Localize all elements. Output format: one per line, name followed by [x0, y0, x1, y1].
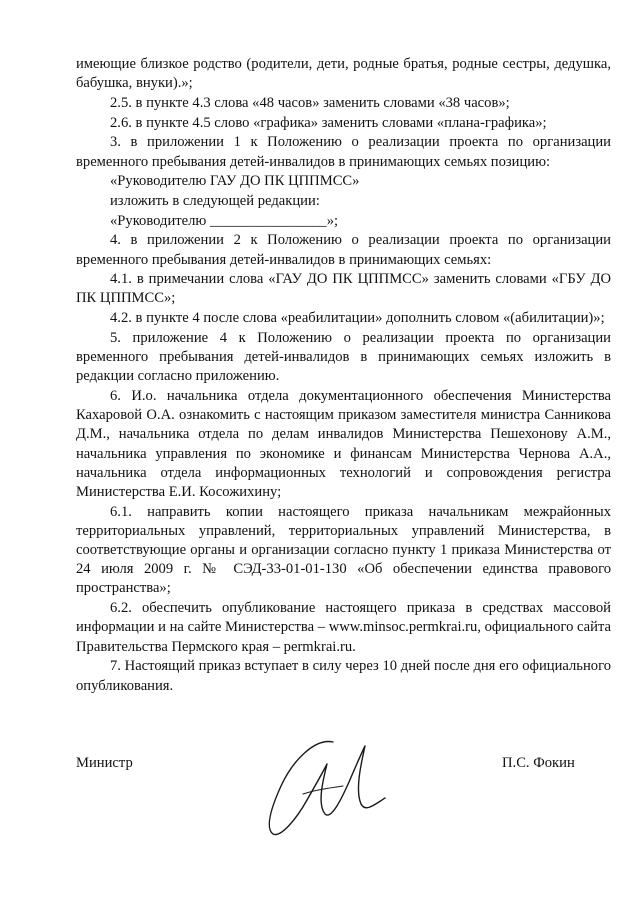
handwritten-signature	[245, 720, 395, 850]
paragraph-quote-old: «Руководителю ГАУ ДО ПК ЦППМСС»	[110, 173, 360, 190]
signature-role: Министр	[76, 755, 133, 771]
paragraph-4-2: 4.2. в пункте 4 после слова «реабилитации» дополнить словом «(абилитации)»;	[110, 310, 605, 327]
paragraph-2-5: 2.5. в пункте 4.3 слова «48 часов» заменить словами «38 часов»;	[110, 94, 510, 111]
paragraph-continuation: имеющие близкое родство (родители, дети, родные братья, родные сестры, дедушка, бабушка, внуки).»;	[76, 56, 611, 92]
paragraph-2-6: 2.6. в пункте 4.5 слово «графика» заменить словами «плана-графика»;	[110, 114, 547, 131]
signature-name: П.С. Фокин	[502, 755, 575, 771]
paragraph-6-2: 6.2. обеспечить опубликование настоящего приказа в средствах массовой информации и на сайте Министерства – www.minsoc.permkrai.ru, официального сайта Правительства Пермского края – permkrai.ru.	[76, 600, 611, 655]
document-body	[76, 55, 611, 696]
paragraph-quote-new: «Руководителю ________________»;	[110, 212, 339, 229]
paragraph-4-1: 4.1. в примечании слова «ГАУ ДО ПК ЦППМСС» заменить словами «ГБУ ДО ПК ЦППМСС»;	[76, 271, 611, 307]
paragraph-7: 7. Настоящий приказ вступает в силу через 10 дней после дня его официального опубликования.	[76, 658, 611, 694]
paragraph-6: 6. И.о. начальника отдела документационного обеспечения Министерства Кахаровой О.А. ознакомить с настоящим приказом заместителя министра Санникова Д.М., начальника отдела по делам инвалидов Министерства Пешехонову А.М., начальника управления по экономике и финансам Министерства Чернова А.А., начальника отдела информационных технологий и сопровождения регистра Министерства Е.И. Косожихину;	[76, 387, 611, 500]
paragraph-4: 4. в приложении 2 к Положению о реализации проекта по организации временного пребывания детей-инвалидов в принимающих семьях:	[76, 232, 611, 268]
paragraph-5: 5. приложение 4 к Положению о реализации проекта по организации временного пребывания детей-инвалидов в принимающих семьях изложить в редакции согласно приложению.	[76, 329, 611, 385]
paragraph-3: 3. в приложении 1 к Положению о реализации проекта по организации временного пребывания детей-инвалидов в принимающих семьях позицию:	[76, 134, 611, 170]
paragraph-6-1: 6.1. направить копии настоящего приказа начальникам межрайонных территориальных управлений, территориальных управлений Министерства, в соответствующие органы и организации согласно пункту 1 приказа Министерства от 24 июля 2009 г. № СЭД-33-01-01-130 «Об обеспечении единства правового пространства»;	[76, 503, 611, 597]
paragraph-edit-instruction: изложить в следующей редакции:	[110, 192, 320, 209]
